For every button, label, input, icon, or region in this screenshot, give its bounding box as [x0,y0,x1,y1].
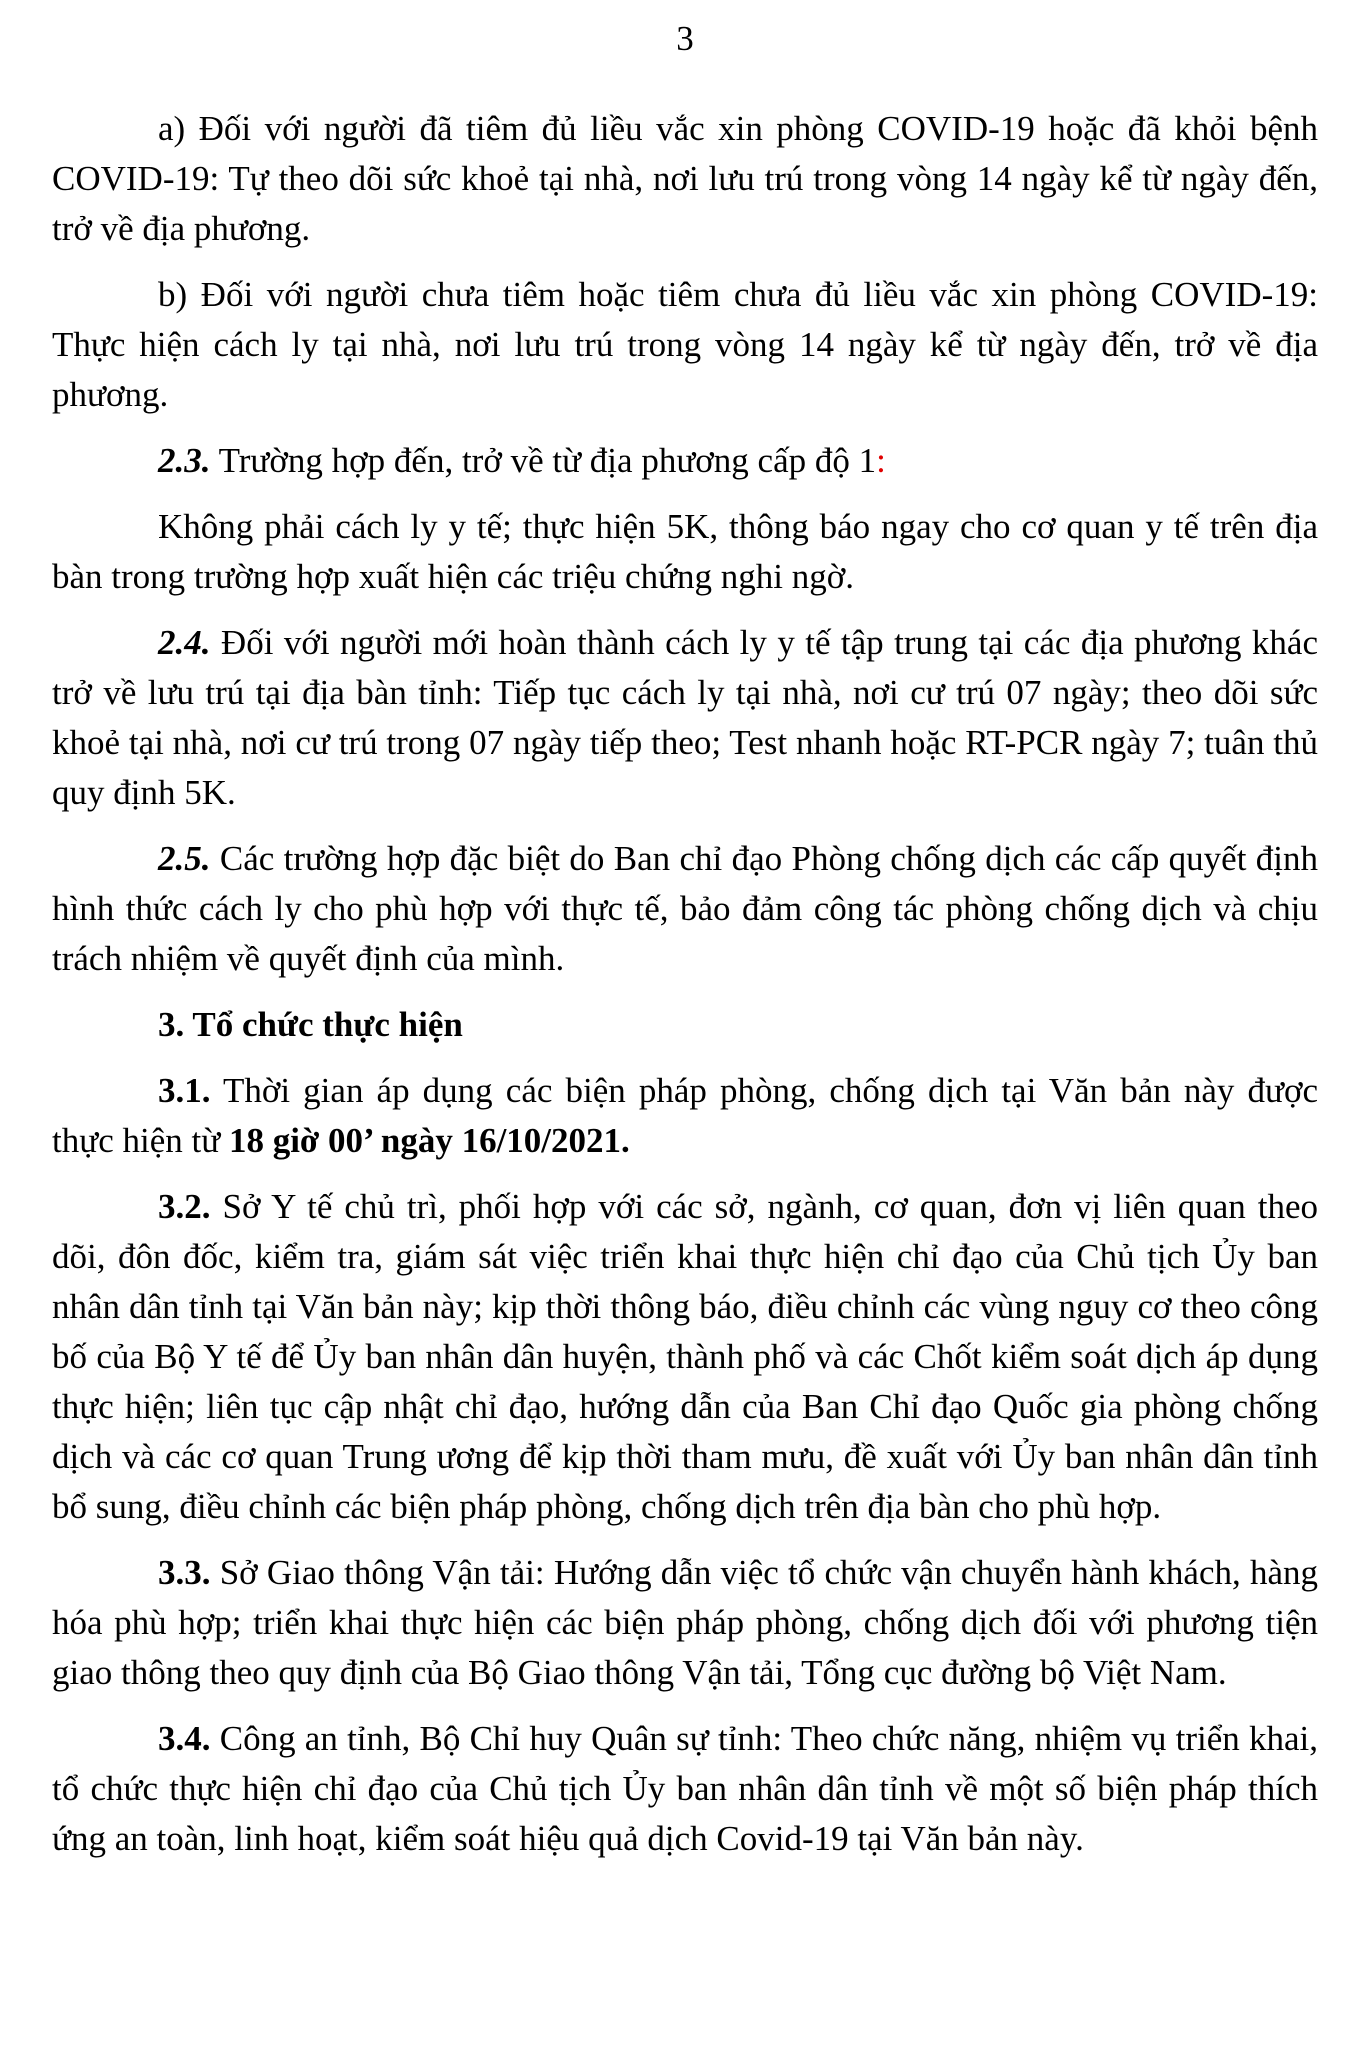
paragraph-text: Không phải cách ly y tế; thực hiện 5K, thông báo ngay cho cơ quan y tế trên địa bàn trong trường hợp xuất hiện các triệu chứng nghi ngờ. [52,507,1318,596]
paragraph-a [52,104,1318,254]
paragraph-text: b) Đối với người chưa tiêm hoặc tiêm chưa đủ liều vắc xin phòng COVID-19: Thực hiện cách ly tại nhà, nơi lưu trú trong vòng 14 ngày kể từ ngày đến, trở về địa phương. [52,275,1318,414]
paragraph-text: Thời gian áp dụng các biện pháp phòng, chống dịch tại Văn bản này được thực hiện từ [52,1071,1318,1160]
red-colon: : [876,441,886,480]
section-number: 3.4. [158,1719,211,1758]
paragraph-text: Công an tỉnh, Bộ Chỉ huy Quân sự tỉnh: Theo chức năng, nhiệm vụ triển khai, tổ chức thực hiện chỉ đạo của Chủ tịch Ủy ban nhân dân tỉnh về một số biện pháp thích ứng an toàn, linh hoạt, kiểm soát hiệu quả dịch Covid-19 tại Văn bản này. [52,1719,1318,1858]
paragraph-text: a) Đối với người đã tiêm đủ liều vắc xin phòng COVID-19 hoặc đã khỏi bệnh COVID-19: Tự theo dõi sức khoẻ tại nhà, nơi lưu trú trong vòng 14 ngày kể từ ngày đến, trở về địa phương. [52,109,1318,248]
section-number: 3.2. [158,1187,211,1226]
paragraph-b [52,270,1318,420]
section-number: 3.1. [158,1071,211,1110]
section-3-heading [52,1000,1318,1050]
section-number: 3.3. [158,1553,211,1592]
effective-datetime: 18 giờ 00’ ngày 16/10/2021. [228,1121,630,1160]
section-2-5 [52,834,1318,984]
section-2-3-heading [52,436,1318,486]
paragraph-text: Sở Giao thông Vận tải: Hướng dẫn việc tổ chức vận chuyển hành khách, hàng hóa phù hợp; triển khai thực hiện các biện pháp phòng, chống dịch đối với phương tiện giao thông theo quy định của Bộ Giao thông Vận tải, Tổng cục đường bộ Việt Nam. [52,1553,1318,1692]
paragraph-text: Đối với người mới hoàn thành cách ly y tế tập trung tại các địa phương khác trở về lưu trú tại địa bàn tỉnh: Tiếp tục cách ly tại nhà, nơi cư trú 07 ngày; theo dõi sức khoẻ tại nhà, nơi cư trú trong 07 ngày tiếp theo; Test nhanh hoặc RT-PCR ngày 7; tuân thủ quy định 5K. [52,623,1318,812]
section-3-3 [52,1548,1318,1698]
document-body [52,104,1318,1864]
page-number: 3 [676,19,694,58]
section-title-text: Trường hợp đến, trở về từ địa phương cấp độ 1 [210,441,877,480]
paragraph-text: Các trường hợp đặc biệt do Ban chỉ đạo Phòng chống dịch các cấp quyết định hình thức cách ly cho phù hợp với thực tế, bảo đảm công tác phòng chống dịch và chịu trách nhiệm về quyết định của mình. [52,839,1318,978]
section-number: 2.5. [158,839,211,878]
section-2-4 [52,618,1318,818]
section-3-1 [52,1066,1318,1166]
section-number: 2.4. [158,623,211,662]
section-number: 2.3. [158,441,211,480]
paragraph-2-3-body [52,502,1318,602]
section-heading-text: 3. Tổ chức thực hiện [158,1005,463,1044]
section-3-2 [52,1182,1318,1532]
paragraph-text: Sở Y tế chủ trì, phối hợp với các sở, ngành, cơ quan, đơn vị liên quan theo dõi, đôn đốc, kiểm tra, giám sát việc triển khai thực hiện chỉ đạo của Chủ tịch Ủy ban nhân dân tỉnh tại Văn bản này; kịp thời thông báo, điều chỉnh các vùng nguy cơ theo công bố của Bộ Y tế để Ủy ban nhân dân huyện, thành phố và các Chốt kiểm soát dịch áp dụng thực hiện; liên tục cập nhật chỉ đạo, hướng dẫn của Ban Chỉ đạo Quốc gia phòng chống dịch và các cơ quan Trung ương để kịp thời tham mưu, đề xuất với Ủy ban nhân dân tỉnh bổ sung, điều chỉnh các biện pháp phòng, chống dịch trên địa bàn cho phù hợp. [52,1187,1318,1526]
section-3-4 [52,1714,1318,1864]
